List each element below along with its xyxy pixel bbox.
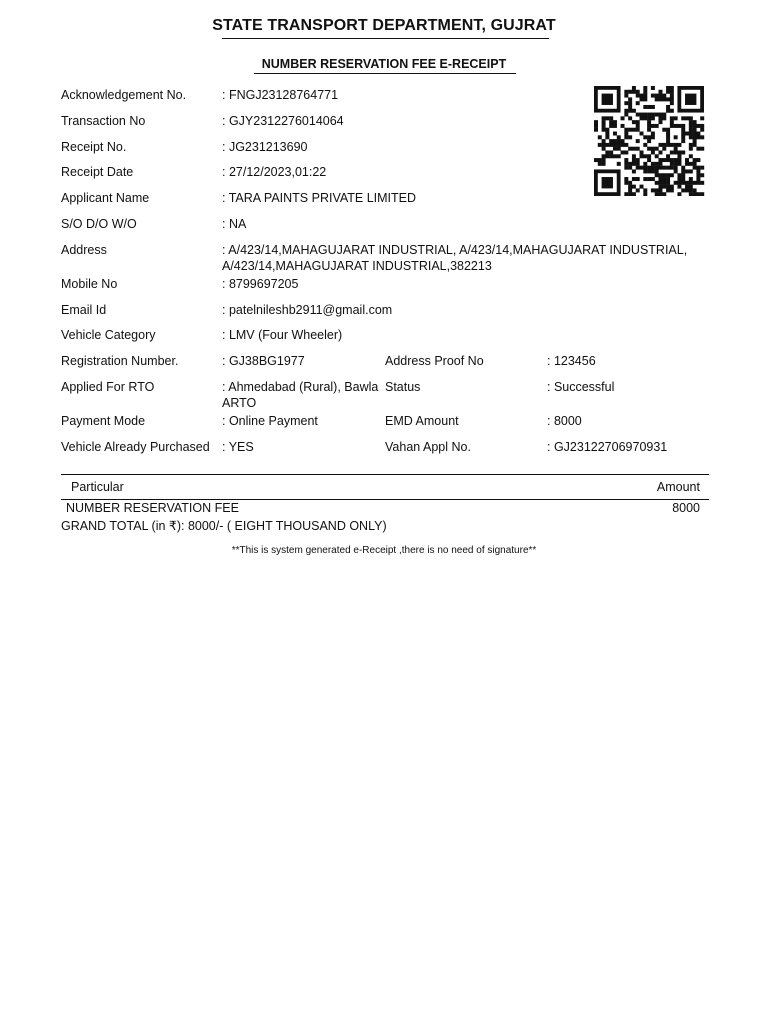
applied-for-rto-label: Applied For RTO — [61, 380, 155, 394]
address-proof-no-label: Address Proof No — [385, 354, 484, 368]
receipt-subtitle: NUMBER RESERVATION FEE E-RECEIPT — [261, 57, 507, 71]
table-header-rule — [61, 499, 709, 500]
relation-label: S/O D/O W/O — [61, 217, 137, 231]
table-header-particular: Particular — [71, 480, 124, 494]
receipt-no-value: : JG231213690 — [222, 140, 308, 154]
payment-mode-label: Payment Mode — [61, 414, 146, 428]
receipt-date-value: : 27/12/2023,01:22 — [222, 165, 327, 179]
emd-amount-label: EMD Amount — [385, 414, 459, 428]
email-id-value: : patelnileshb2911@gmail.com — [222, 303, 393, 317]
receipt-date-label: Receipt Date — [61, 165, 134, 179]
registration-number-value: : GJ38BG1977 — [222, 354, 305, 368]
registration-number-label: Registration Number. — [61, 354, 179, 368]
vehicle-already-purchased-label: Vehicle Already Purchased — [61, 440, 210, 454]
email-id-label: Email Id — [61, 303, 107, 317]
table-top-rule — [61, 474, 709, 475]
acknowledgement-no-label: Acknowledgement No. — [61, 88, 187, 102]
title-underline — [222, 38, 549, 39]
subtitle-underline — [254, 73, 516, 74]
qr-code-icon — [591, 86, 707, 196]
payment-mode-value: : Online Payment — [222, 414, 318, 428]
address-value: : A/423/14,MAHAGUJARAT INDUSTRIAL, A/423/14,MAHAGUJARAT INDUSTRIAL, A/423/14,MAHAGUJARAT INDUSTRIAL,382213 — [222, 243, 688, 273]
vahan-appl-no-value: : GJ23122706970931 — [547, 440, 668, 454]
status-label: Status — [385, 380, 421, 394]
vehicle-category-label: Vehicle Category — [61, 328, 156, 342]
relation-value: : NA — [222, 217, 247, 231]
table-row-particular: NUMBER RESERVATION FEE — [66, 501, 239, 515]
status-value: : Successful — [547, 380, 615, 394]
table-row-amount: 8000 — [672, 501, 700, 515]
transaction-no-value: : GJY2312276014064 — [222, 114, 344, 128]
grand-total: GRAND TOTAL (in ₹): 8000/- ( EIGHT THOUSAND ONLY) — [61, 519, 387, 533]
acknowledgement-no-value: : FNGJ23128764771 — [222, 88, 339, 102]
applicant-name-label: Applicant Name — [61, 191, 150, 205]
signature-footnote: **This is system generated e-Receipt ,there is no need of signature** — [231, 545, 537, 556]
receipt-no-label: Receipt No. — [61, 140, 127, 154]
mobile-no-value: : 8799697205 — [222, 277, 299, 291]
transaction-no-label: Transaction No — [61, 114, 146, 128]
mobile-no-label: Mobile No — [61, 277, 118, 291]
emd-amount-value: : 8000 — [547, 414, 582, 428]
table-header-amount: Amount — [656, 480, 700, 494]
address-proof-no-value: : 123456 — [547, 354, 596, 368]
vehicle-already-purchased-value: : YES — [222, 440, 254, 454]
address-label: Address — [61, 243, 107, 257]
vehicle-category-value: : LMV (Four Wheeler) — [222, 328, 343, 342]
page-title: STATE TRANSPORT DEPARTMENT, GUJRAT — [212, 17, 556, 34]
applied-for-rto-value: : Ahmedabad (Rural), Bawla ARTO — [222, 380, 379, 410]
vahan-appl-no-label: Vahan Appl No. — [385, 440, 471, 454]
applicant-name-value: : TARA PAINTS PRIVATE LIMITED — [222, 191, 417, 205]
